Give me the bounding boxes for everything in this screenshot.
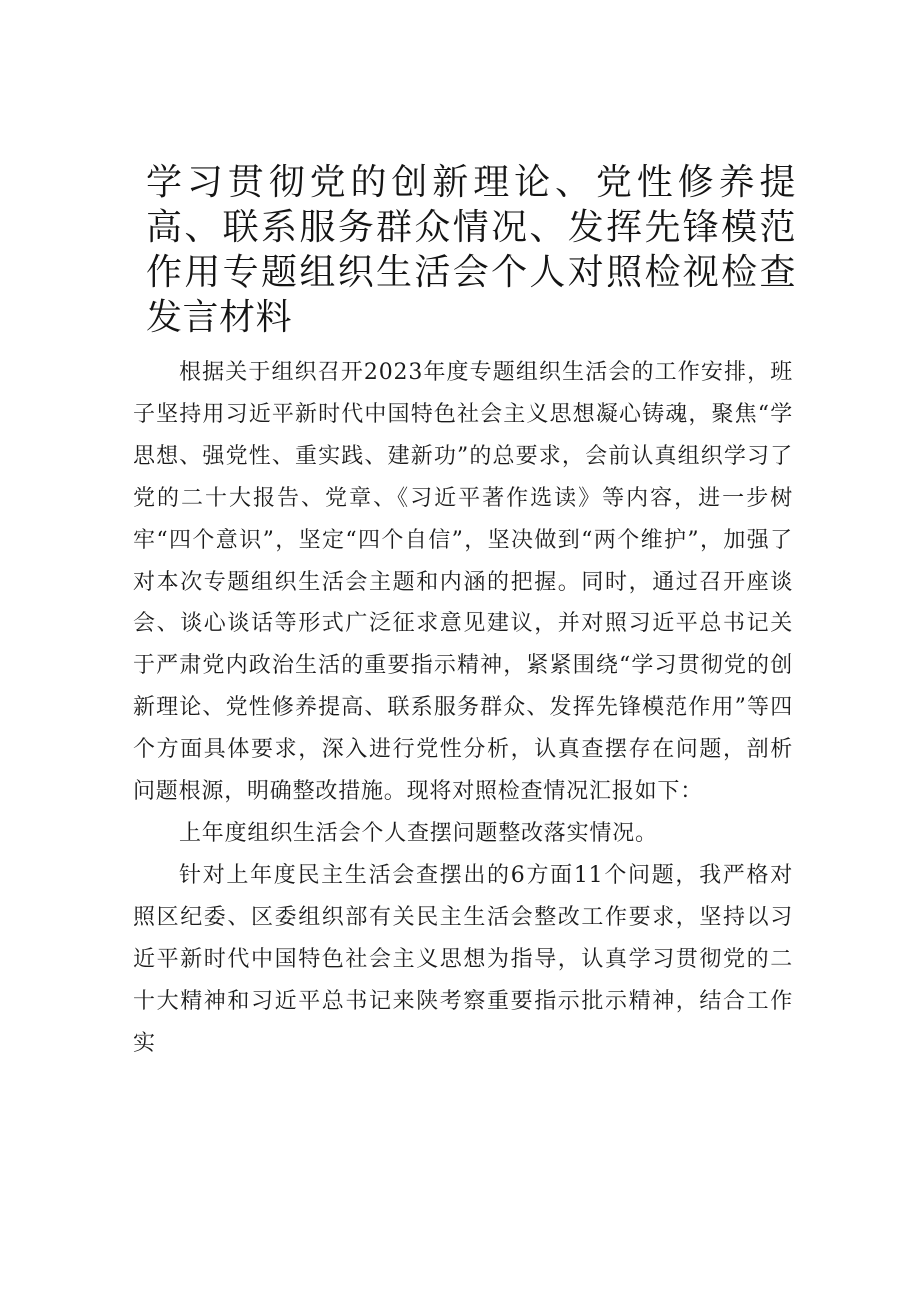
paragraph-rectification: 针对上年度民主生活会查摆出的6方面11个问题，我严格对照区纪委、区委组织部有关民主生活会整改工作要求，坚持以习近平新时代中国特色社会主义思想为指导，认真学习贯彻党的二十大精神和习近平总书记来陕考察重要指示批示精神，结合工作实 [133, 862, 793, 1056]
document-title: 学习贯彻党的创新理论、党性修养提高、联系服务群众情况、发挥先锋模范作用专题组织生活会个人对照检视检查发言材料 [146, 162, 796, 338]
paragraph-intro: 根据关于组织召开2023年度专题组织生活会的工作安排，班子坚持用习近平新时代中国特色社会主义思想凝心铸魂，聚焦“学思想、强党性、重实践、建新功”的总要求，会前认真组织学习了党的二十大报告、党章、《习近平著作选读》等内容，进一步树牢“四个意识”，坚定“四个自信”，坚决做到“两个维护”，加强了对本次专题组织生活会主题和内涵的把握。同时，通过召开座谈会、谈心谈话等形式广泛征求意见建议，并对照习近平总书记关于严肃党内政治生活的重要指示精神，紧紧围绕“学习贯彻党的创新理论、党性修养提高、联系服务群众、发挥先锋模范作用”等四个方面具体要求，深入进行党性分析，认真查摆存在问题，剖析问题根源，明确整改措施。现将对照检查情况汇报如下： [133, 360, 793, 805]
paragraph-section-heading: 上年度组织生活会个人查摆问题整改落实情况。 [179, 820, 658, 846]
document-body [133, 352, 793, 1064]
